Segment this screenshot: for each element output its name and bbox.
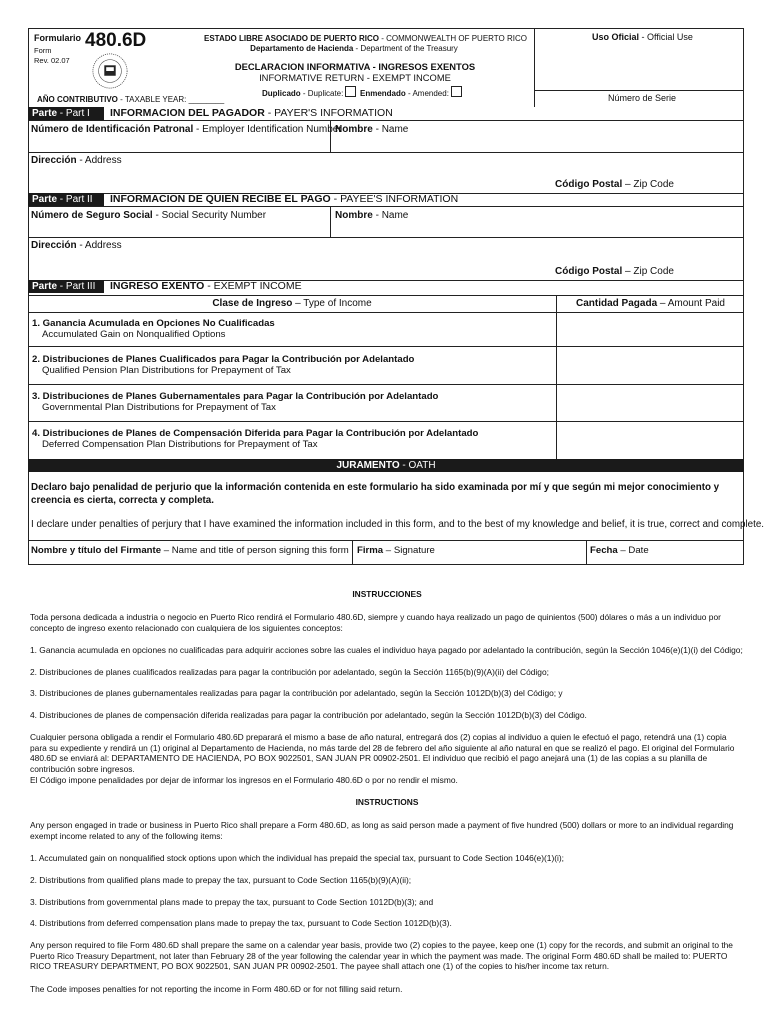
- instructions-es-p3: El Código impone penalidades por dejar de informar los ingresos en el Formulario 480.6D o por no rendir el mismo.: [30, 775, 458, 785]
- instructions-en-item3: 3. Distributions from governmental plans made to prepay the tax, pursuant to Code Section 1012D(b)(3); and: [30, 897, 434, 907]
- part1-header: [28, 107, 744, 120]
- duplicate-field: Duplicado - Duplicate:: [262, 86, 356, 98]
- divider: [28, 540, 744, 541]
- oath-text-es: Declaro bajo penalidad de perjurio que la información contenida en este formulario ha sido examinada por mí y que según mi mejor conocimiento y creencia es cierta, correcta y completa.: [31, 482, 720, 506]
- instructions-es-title: INSTRUCCIONES: [352, 589, 422, 599]
- part3-tag: Parte - Part III: [28, 280, 104, 293]
- instructions-es-item1: 1. Ganancia acumulada en opciones no cualificadas para adquirir acciones sobre las cuales el individuo haya pagado por adelantado la contribución, según la Sección 1046(e)(1)(i) del Código;: [30, 645, 743, 655]
- payee-zip-field[interactable]: Código Postal – Zip Code: [555, 266, 674, 277]
- serial-divider: [534, 90, 744, 91]
- dept-en: Department of the Treasury: [360, 44, 458, 53]
- part1-tag: Parte - Part I: [28, 107, 104, 120]
- divider: [352, 540, 353, 565]
- amount-paid-header: Cantidad Pagada – Amount Paid: [576, 298, 725, 309]
- instructions-en-item2: 2. Distributions from qualified plans made to prepay the tax, pursuant to Code Section 1165(b)(9)(A)(ii);: [30, 875, 412, 885]
- tax-year-es: AÑO CONTRIBUTIVO: [37, 95, 118, 104]
- date-field[interactable]: Fecha – Date: [590, 545, 649, 556]
- instructions-es-item2: 2. Distribuciones de planes cualificados realizadas para pagar la contribución por adelantado, según la Sección 1165(b)(9)(A)(ii) del Código;: [30, 667, 549, 677]
- payer-name-field[interactable]: Nombre - Name: [335, 124, 409, 135]
- divider: [28, 120, 744, 121]
- duplicate-checkbox[interactable]: [345, 86, 356, 97]
- instructions-en-p1: Any person engaged in trade or business in Puerto Rico shall prepare a Form 480.6D, as long as said person made a payment of five hundred (500) dollars or more to an individual regarding exempt income related to any of the following items:: [30, 820, 734, 841]
- oath-header: JURAMENTO - OATH: [28, 459, 744, 472]
- duplicate-es: Duplicado: [262, 89, 301, 98]
- serial-number-label: Número de Serie: [608, 93, 677, 103]
- payee-ssn-field[interactable]: Número de Seguro Social - Social Security Number: [31, 210, 267, 221]
- income-item-2-es: 2. Distribuciones de Planes Cualificados para Pagar la Contribución por Adelantado: [32, 354, 415, 365]
- part2-tag: Parte - Part II: [28, 193, 104, 206]
- income-item-1-en: Accumulated Gain on Nonqualified Options: [42, 329, 226, 340]
- oath-text-en: I declare under penalties of perjury that I have examined the information included in this form, and to the best of my knowledge and belief, it is true, correct and complete.: [31, 519, 764, 530]
- amended-es: Enmendado: [360, 89, 406, 98]
- dept-line: Departamento de Hacienda - Department of the Treasury: [250, 44, 458, 53]
- amended-checkbox[interactable]: [451, 86, 462, 97]
- income-item-3-en: Governmental Plan Distributions for Prepayment of Tax: [42, 402, 276, 413]
- instructions-en-item1: 1. Accumulated gain on nonqualified stock options upon which the individual has prepaid the special tax, pursuant to Code Section 1046(e)(1)(i);: [30, 853, 565, 863]
- form-title-en: INFORMATIVE RETURN - EXEMPT INCOME: [259, 72, 451, 83]
- divider: [586, 540, 587, 565]
- agency-en: COMMONWEALTH OF PUERTO RICO: [386, 34, 527, 43]
- instructions-es-p2: Cualquier persona obligada a rendir el Formulario 480.6D preparará el mismo a base de año natural, entregará dos (2) copias al individuo a quien le efectuó el pago, retendrá una (1) copia para su expediente y rendirá un (1) original al Departamento de Hacienda, no más tarde del 28 de febrero del año siguiente al año natural en que se realizó el pago. El original del Formulario 480.6D se enviará al: DEPARTAMENTO DE HACIENDA, PO BOX 9022501, SAN JUAN PR 00902-2501. El individuo que recibió el pago anejará una (1) de las copias a su planilla de contribución sobre ingresos.: [30, 732, 735, 774]
- tax-year-field[interactable]: AÑO CONTRIBUTIVO - TAXABLE YEAR: ________: [37, 95, 225, 104]
- instructions-en-title: INSTRUCTIONS: [355, 797, 419, 807]
- income-type-header: Clase de Ingreso – Type of Income: [212, 298, 372, 309]
- income-item-1: [32, 318, 275, 340]
- instructions-en-p3: The Code imposes penalties for not reporting the income in Form 480.6D or for not filling said return.: [30, 984, 403, 994]
- divider: [330, 120, 331, 152]
- official-use-divider: [534, 28, 535, 107]
- divider: [28, 206, 744, 207]
- amount-input-3[interactable]: [557, 385, 744, 420]
- instructions-es-item3: 3. Distribuciones de planes gubernamentales realizadas para pagar la contribución por adelantado, según la Sección 1012D(b)(3) del Código; y: [30, 688, 563, 698]
- amount-input-1[interactable]: [557, 313, 744, 345]
- signature-field[interactable]: Firma – Signature: [357, 545, 435, 556]
- part2-title: INFORMACION DE QUIEN RECIBE EL PAGO - PAYEE'S INFORMATION: [110, 193, 459, 205]
- income-item-4: [32, 428, 478, 450]
- official-use-es: Uso Oficial: [592, 32, 640, 42]
- agency-line: ESTADO LIBRE ASOCIADO DE PUERTO RICO - COMMONWEALTH OF PUERTO RICO: [204, 34, 527, 43]
- income-item-1-es: 1. Ganancia Acumulada en Opciones No Cualificadas: [32, 318, 275, 329]
- part3-title: INGRESO EXENTO - EXEMPT INCOME: [110, 280, 302, 292]
- amount-input-4[interactable]: [557, 422, 744, 458]
- revision: Rev. 02.07: [34, 56, 70, 65]
- income-item-4-en: Deferred Compensation Plan Distributions for Prepayment of Tax: [42, 439, 318, 450]
- payer-ein-field[interactable]: Número de Identificación Patronal - Employer Identification Number: [31, 124, 342, 135]
- formulario-label: Formulario: [34, 33, 82, 43]
- instructions-es-item4: 4. Distribuciones de planes de compensación diferida realizadas para pagar la contribución por adelantado, según la Sección 1012D(b)(3) del Código.: [30, 710, 587, 720]
- instructions-en-p2: Any person required to file Form 480.6D shall prepare the same on a calendar year basis, provide two (2) copies to the payee, keep one (1) copy for the records, and submit an original to the Puerto Rico Treasury Department, not later than February 28 of the year following the calendar year in which the payment was made. The original Form 480.6D shall be mailed to: PUERTO RICO TREASURY DEPARTMENT, PO BOX 9022501, SAN JUAN PR 00902-2501. The payee shall attach one (1) of the copies to his/her income tax return.: [30, 940, 733, 971]
- payer-address-field[interactable]: Dirección - Address: [31, 155, 122, 166]
- income-item-3: [32, 391, 438, 413]
- official-use-label: Uso Oficial - Official Use: [592, 32, 693, 42]
- amended-field: Enmendado - Amended:: [360, 86, 462, 98]
- dept-es: Departamento de Hacienda: [250, 44, 354, 53]
- duplicate-en: Duplicate:: [307, 89, 344, 98]
- part2-header: [28, 193, 744, 206]
- income-item-4-es: 4. Distribuciones de Planes de Compensación Diferida para Pagar la Contribución por Adelantado: [32, 428, 479, 439]
- payee-address-field[interactable]: Dirección - Address: [31, 240, 122, 251]
- instructions-en-item4: 4. Distributions from deferred compensation plans made to prepay the tax, pursuant to Code Section 1012D(b)(3).: [30, 918, 452, 928]
- income-item-3-es: 3. Distribuciones de Planes Gubernamentales para Pagar la Contribución por Adelantado: [32, 391, 439, 402]
- amount-input-2[interactable]: [557, 347, 744, 383]
- treasury-seal-icon: [91, 52, 129, 90]
- instructions-es-p1: Toda persona dedicada a industria o negocio en Puerto Rico rendirá el Formulario 480.6D, siempre y cuando haya realizado un pago de quinientos (500) dólares o más a un individuo por concepto de ingreso exento relacionado con cualquiera de los siguientes conceptos:: [30, 612, 721, 633]
- income-item-2-en: Qualified Pension Plan Distributions for Prepayment of Tax: [42, 365, 291, 376]
- tax-year-en: TAXABLE YEAR: ________: [124, 95, 225, 104]
- divider: [330, 206, 331, 237]
- divider: [28, 237, 744, 238]
- agency-es: ESTADO LIBRE ASOCIADO DE PUERTO RICO: [204, 34, 379, 43]
- form-title-es: DECLARACION INFORMATIVA - INGRESOS EXENTOS: [234, 61, 476, 72]
- form-number: 480.6D: [85, 30, 147, 51]
- amended-en: Amended:: [412, 89, 449, 98]
- income-item-2: [32, 354, 414, 376]
- part1-title: INFORMACION DEL PAGADOR - PAYER'S INFORMATION: [110, 107, 393, 119]
- signer-name-field[interactable]: Nombre y título del Firmante – Name and title of person signing this form: [31, 545, 349, 556]
- divider: [28, 152, 744, 153]
- official-use-en: Official Use: [647, 32, 693, 42]
- form-label: Form: [34, 46, 52, 55]
- payee-name-field[interactable]: Nombre - Name: [335, 210, 409, 221]
- part3-header: [28, 280, 744, 293]
- payer-zip-field[interactable]: Código Postal – Zip Code: [555, 179, 674, 190]
- divider: [28, 295, 744, 296]
